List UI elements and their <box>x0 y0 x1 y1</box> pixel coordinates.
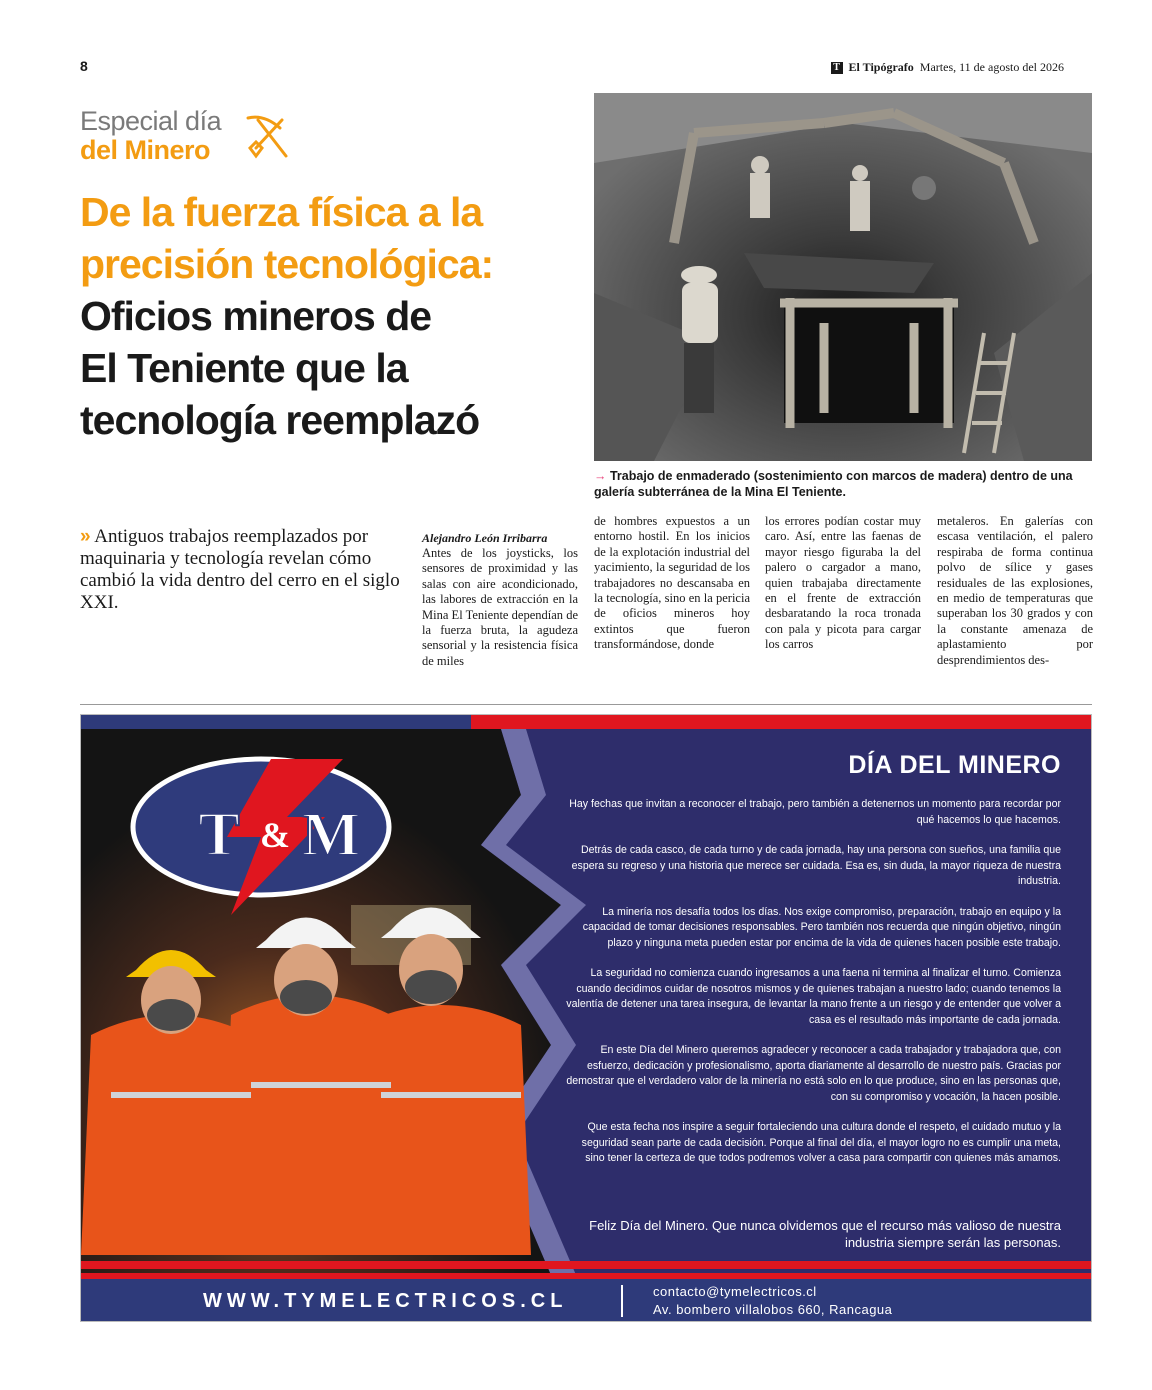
masthead <box>831 60 1064 75</box>
ad-contact <box>653 1283 892 1319</box>
ad-paragraph: Que esta fecha nos inspire a seguir fortaleciendo una cultura donde el respeto, el cuidado mutuo y la seguridad sean parte de cada decisión. Porque al final del día, el mayor logro no es cumplir una meta, sino tener la certeza de que todos podremos volver a casa para compartir con quienes más amamos. <box>581 1121 1061 1164</box>
section-tag <box>80 106 221 164</box>
headline-black-line-1: Oficios mineros de <box>80 293 432 339</box>
article-column-1: Antes de los joysticks, los sensores de proximidad y las salas con aire acondicionado, las labores de extracción en la Mina El Teniente dependían de la fuerza bruta, la agudeza sensorial y la resistencia física de miles <box>422 546 578 668</box>
article-column-3: los errores podían costar muy caro. Así, entre las faenas de mayor riesgo figuraba la del palero o cargador a mano, quien trabajaba directamente en el frente de extracción desbaratando la roca tronada con pala y picota para cargar los carros <box>765 514 921 652</box>
page-number: 8 <box>80 58 88 74</box>
pickaxe-shovel-icon <box>242 112 292 162</box>
lead-text: Antiguos trabajos reemplazados por maquinaria y tecnología revelan cómo cambió la vida dentro del cerro en el siglo XXI. <box>80 526 400 613</box>
ad-closing: Feliz Día del Minero. Que nunca olvidemos que el recurso más valioso de nuestra industria siempre serán las personas. <box>589 1218 1061 1250</box>
masthead-name: El Tipógrafo <box>848 60 914 74</box>
lead-paragraph <box>80 526 400 614</box>
tym-advertisement <box>80 714 1092 1322</box>
headline-black-line-2: El Teniente que la <box>80 345 408 391</box>
mine-tunnel-photo <box>594 93 1092 461</box>
section-divider <box>80 704 1092 705</box>
ad-paragraph: Detrás de cada casco, de cada turno y de cada jornada, hay una persona con sueños, una familia que espera su regreso y una historia que merece ser cuidada. Esa es, sin duda, la mayor riqueza de nuestra industria. <box>571 844 1061 887</box>
ad-email-link[interactable]: contacto@tymelectricos.cl <box>653 1284 817 1299</box>
caption-arrow-icon: → <box>594 469 607 483</box>
masthead-date: Martes, 11 de agosto del 2026 <box>919 60 1064 74</box>
ad-paragraph: La minería nos desafía todos los días. Nos exige compromiso, preparación, trabajo en equipo y la capacidad de tomar decisiones responsables. Pero también nos recuerda que ningún objetivo, ningún plazo y ninguna meta pueden estar por encima de la vida de quienes hacen posible este trabajo. <box>582 905 1061 949</box>
section-tag-line2: del Minero <box>80 135 211 165</box>
ad-address: Av. bombero villalobos 660, Rancagua <box>653 1302 893 1317</box>
lead-marker-icon: » <box>80 526 91 547</box>
article-column-4: metaleros. En galerías con escasa ventilación, el palero respiraba de forma continua polvo de sílice y gases residuales de las explosiones, en medio de temperaturas que superaban los 30 grados y con la constante amenaza de aplastamiento por desprendimientos des- <box>937 514 1093 667</box>
article-column-2: de hombres expuestos a un entorno hostil. En los inicios de la explotación industrial del yacimiento, la seguridad de los trabajadores no descansaba en la tecnología, sino en la pericia de oficios mineros hoy extintos que fueron transformándose, donde <box>594 514 750 652</box>
ad-website-link[interactable]: WWW.TYMELECTRICOS.CL <box>203 1290 568 1312</box>
ad-body <box>561 797 1061 1182</box>
photo-caption <box>594 468 1094 500</box>
ad-footer <box>81 1273 1091 1321</box>
headline-black-line-3: tecnología reemplazó <box>80 397 480 443</box>
tym-logo-t: T <box>198 801 240 869</box>
ad-paragraph: En este Día del Minero queremos agradecer y reconocer a cada trabajador y trabajadora que, con esfuerzo, dedicación y profesionalismo, aporta diariamente al desarrollo de nuestro país. Gracias por demostrar que el verdadero valor de la minería no está solo en lo que produce, sino en las personas que, con su compromiso y vocación, la hacen posible. <box>566 1044 1061 1103</box>
tym-logo-ampersand: & <box>260 815 290 855</box>
tym-logo-m: M <box>301 801 361 869</box>
headline-orange-line-2: precisión tecnológica: <box>80 241 494 287</box>
masthead-logo: T <box>831 62 843 74</box>
byline: Alejandro León Irribarra <box>422 531 548 545</box>
ad-paragraph: Hay fechas que invitan a reconocer el trabajo, pero también a detenernos un momento para recordar por qué hacemos lo que hacemos. <box>569 798 1061 826</box>
headline <box>80 186 580 446</box>
section-tag-line1: Especial día <box>80 106 222 136</box>
ad-footer-divider <box>621 1285 623 1317</box>
caption-text: Trabajo de enmaderado (sostenimiento con marcos de madera) dentro de una galería subterránea de la Mina El Teniente. <box>594 469 1073 499</box>
ad-title: DÍA DEL MINERO <box>848 751 1061 779</box>
ad-paragraph: La seguridad no comienza cuando ingresamos a una faena ni termina al finalizar el turno. Comienza cuando decidimos cuidar de nosotros mismos y de quienes trabajan a nuestro lado; cuando tenemos la valentía de detener una tarea insegura, de levantar la mano frente a un riesgo y de entender que volver a casa es el resultado más importante de cada jornada. <box>566 967 1061 1026</box>
headline-orange-line-1: De la fuerza física a la <box>80 189 483 235</box>
